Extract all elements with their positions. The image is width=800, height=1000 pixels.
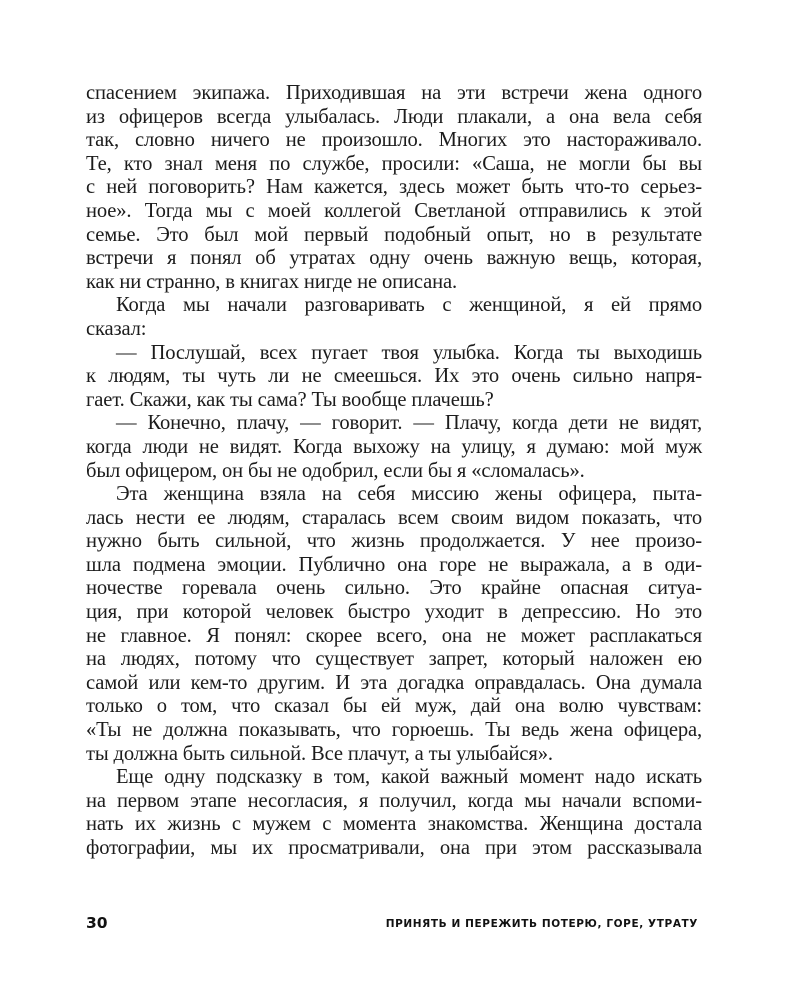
text-line: так, словно ничего не произошло. Многих это настораживало. (86, 129, 702, 152)
running-title: ПРИНЯТЬ И ПЕРЕЖИТЬ ПОТЕРЮ, ГОРЕ, УТРАТУ (385, 918, 698, 930)
text-line: Когда мы начали разговаривать с женщиной, я ей прямо (116, 294, 702, 317)
text-line: не главное. Я понял: скорее всего, она не может расплакаться (86, 624, 702, 647)
text-line: — Послушай, всех пугает твоя улыбка. Когда ты выходишь (116, 341, 702, 364)
text-line: семье. Это был мой первый подобный опыт, но в результате (86, 223, 702, 246)
text-line: как ни странно, в книгах нигде не описана. (86, 270, 458, 293)
text-line: «Ты не должна показывать, что горюешь. Ты ведь жена офицера, (86, 719, 702, 742)
text-line: был офицером, он бы не одобрил, если бы я «сломалась». (86, 459, 585, 482)
text-line: Те, кто знал меня по службе, просили: «Саша, не могли бы вы (86, 152, 702, 175)
text-line: ное». Тогда мы с моей коллегой Светланой отправились к этой (86, 199, 702, 222)
page-footer (86, 912, 698, 934)
text-line: спасением экипажа. Приходившая на эти встречи жена одного (86, 82, 702, 104)
text-line: шла подмена эмоции. Публично она горе не выражала, а в оди- (86, 553, 702, 576)
text-line: встречи я понял об утратах одну очень важную вещь, которая, (86, 247, 702, 270)
text-line: Еще одну подсказку в том, какой важный момент надо искать (116, 766, 702, 789)
text-line: с ней поговорить? Нам кажется, здесь может быть что-то серьез- (86, 176, 702, 199)
page-number: 30 (86, 914, 108, 932)
text-line: ты должна быть сильной. Все плачут, а ты улыбайся». (86, 742, 553, 765)
text-line: Эта женщина взяла на себя миссию жены офицера, пыта- (116, 483, 702, 506)
text-line: — Конечно, плачу, — говорит. — Плачу, когда дети не видят, (116, 412, 702, 435)
text-line: лась нести ее людям, старалась всем своим видом показать, что (86, 506, 702, 529)
text-line: нать их жизнь с мужем с момента знакомства. Женщина достала (86, 813, 702, 836)
text-line: самой или кем-то другим. И эта догадка оправдалась. Она думала (86, 671, 702, 694)
text-line: фотографии, мы их просматривали, она при этом рассказывала (86, 837, 702, 859)
text-line: к людям, ты чуть ли не смеешься. Их это очень сильно напря- (86, 365, 702, 388)
body-text (86, 82, 702, 861)
text-line: когда люди не видят. Когда выхожу на улицу, я думаю: мой муж (86, 435, 702, 458)
text-line: ночестве горевала очень сильно. Это крайне опасная ситуа- (86, 577, 702, 600)
text-line: на первом этапе несогласия, я получил, когда мы начали вспоми- (86, 789, 702, 812)
text-line: на людях, потому что существует запрет, который наложен ею (86, 648, 702, 671)
text-line: только о том, что сказал бы ей муж, дай она волю чувствам: (86, 695, 702, 718)
text-line: нужно быть сильной, что жизнь продолжается. У нее произо- (86, 530, 702, 553)
text-line: ция, при которой человек быстро уходит в депрессию. Но это (86, 601, 702, 624)
text-line: сказал: (86, 317, 147, 340)
text-line: гает. Скажи, как ты сама? Ты вообще плачешь? (86, 388, 494, 411)
text-line: из офицеров всегда улыбалась. Люди плакали, а она вела себя (86, 105, 702, 128)
